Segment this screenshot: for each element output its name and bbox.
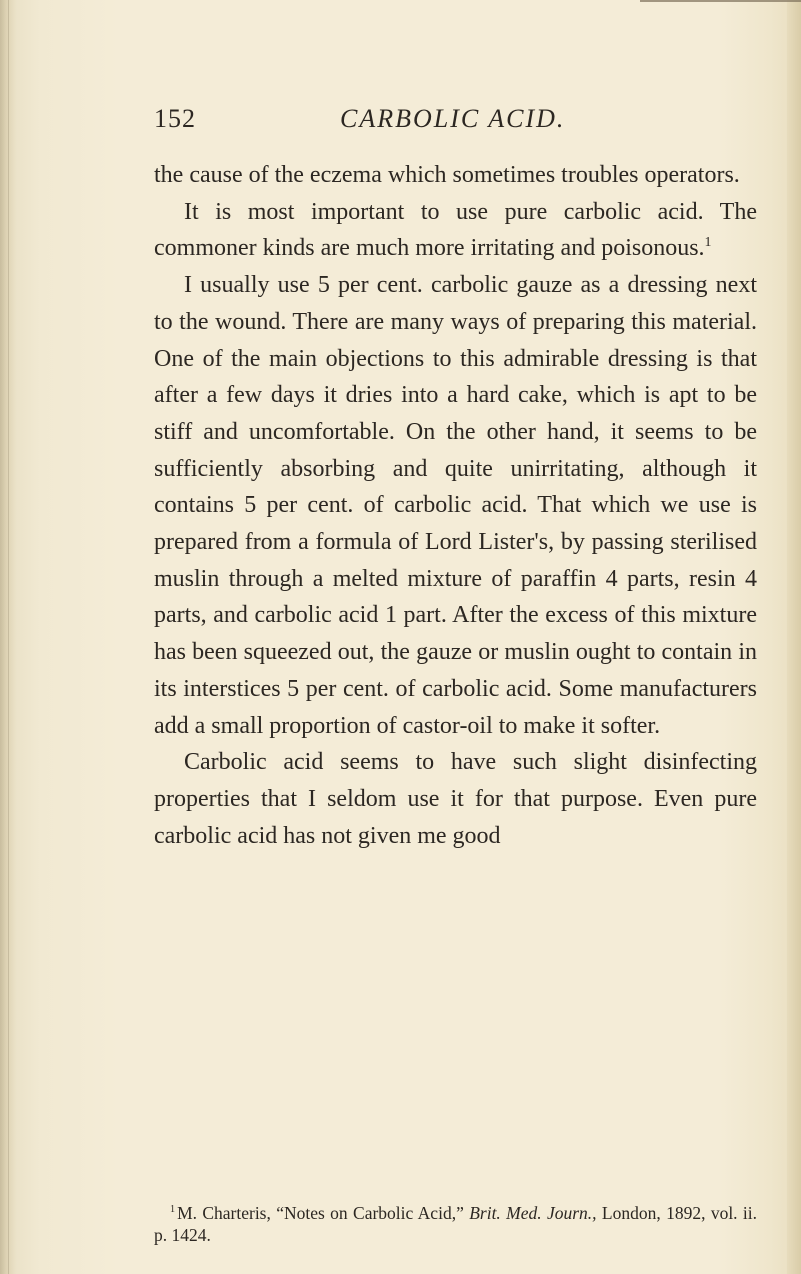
footnote-text <box>154 1202 757 1246</box>
paragraph-pure-acid <box>154 194 757 267</box>
footnote-mark: 1 <box>170 1204 176 1216</box>
footnote-journal: Brit. Med. Journ., <box>469 1203 597 1223</box>
footnote-reference: 1 <box>704 235 712 251</box>
top-edge-line <box>640 0 801 2</box>
footnote <box>154 1202 757 1246</box>
running-title: CARBOLIC ACID. <box>340 104 566 133</box>
continued-paragraph: the cause of the eczema which sometimes troubles operators. <box>154 162 740 188</box>
footnote-details: London, 1892, vol. ii. p. 1424. <box>154 1203 758 1245</box>
paragraph-carbolic-gauze: I usually use 5 per cent. carbolic gauze as a dressing next to the wound. There are many ways of preparing this material. One of the main objections to this admirable dressing is that after a few days it dries into a hard cake, which is apt to be stiff and uncomfortable. On the other hand, it seems to be sufficiently absorbing and quite unirritating, although it contains 5 per cent. of carbolic acid. That which we use is prepared from a formula of Lord Lister's, by passing sterilised muslin through a melted mixture of paraffin 4 parts, resin 4 parts, and carbolic acid 1 part. After the excess of this mixture has been squeezed out, the gauze or muslin ought to contain in its interstices 5 per cent. of carbolic acid. Some manufacturers add a small proportion of castor-oil to make it softer. <box>154 272 757 739</box>
page-number: 152 <box>154 104 196 133</box>
paragraph-pure-acid-text: It is most important to use pure carbolic acid. The commoner kinds are much more irritating and poisonous. <box>154 198 757 262</box>
binding-line <box>8 0 9 1274</box>
page-header <box>154 102 754 136</box>
body-text <box>154 157 757 854</box>
paragraph-disinfecting-properties: Carbolic acid seems to have such slight disinfecting properties that I seldom use it for that purpose. Even pure carbolic acid has not given me good <box>154 749 757 849</box>
page-edge-shadow <box>787 0 801 1274</box>
footnote-author-title: M. Charteris, “Notes on Carbolic Acid,” <box>177 1203 464 1223</box>
